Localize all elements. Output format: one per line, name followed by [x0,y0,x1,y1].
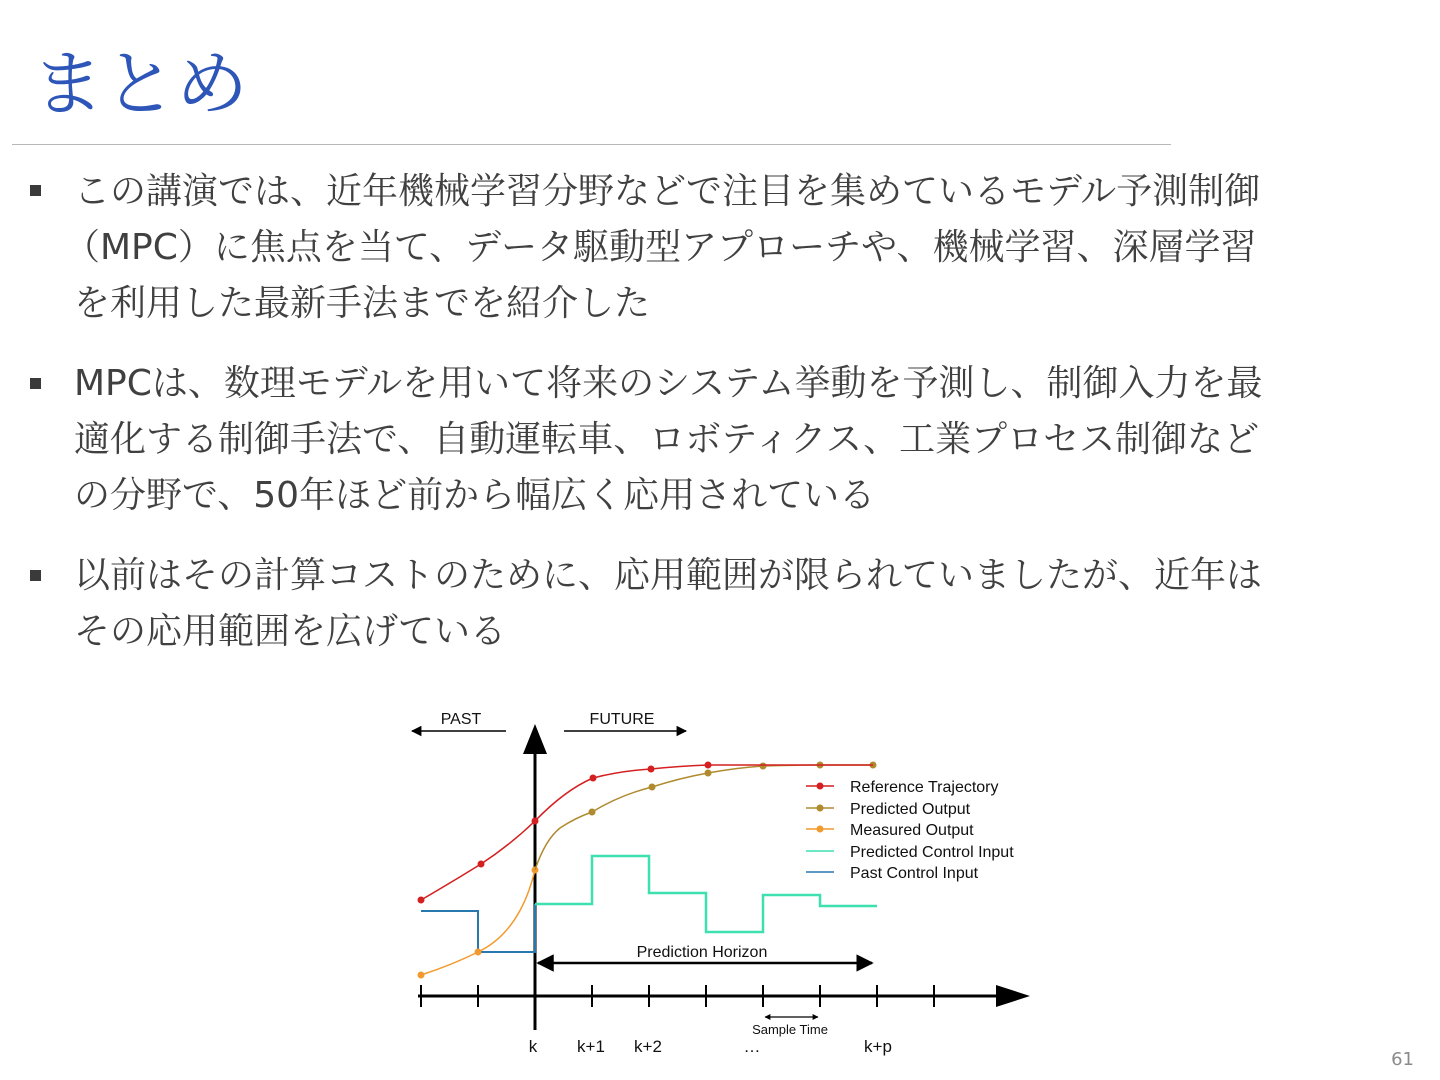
reference-trajectory-point [478,861,485,868]
reference-trajectory-point [590,775,597,782]
reference-trajectory-point [648,766,655,773]
legend-label: Predicted Output [850,801,971,818]
measured-output-point [475,949,482,956]
prediction-horizon-label: Prediction Horizon [636,944,768,961]
past-label: PAST [440,711,482,728]
bullet-line: （MPC）に焦点を当て、データ駆動型アプローチや、機械学習、深層学習 [64,227,1257,268]
legend-label: Predicted Control Input [850,844,1014,861]
future-label: FUTURE [589,711,655,728]
legend-label: Reference Trajectory [850,779,999,796]
reference-trajectory-line [421,765,873,900]
legend-marker [817,805,824,812]
vertical-axis-arrowhead [523,724,547,754]
tick-label-kp: k+p [864,1037,892,1056]
bullet-line: MPCは、数理モデルを用いて将来のシステム挙動を予測し、制御入力を最 [74,363,1263,404]
bullet-line: の分野で、50年ほど前から幅広く応用されている [74,475,876,516]
bullet-line: この講演では、近年機械学習分野などで注目を集めているモデル予測制御 [74,171,1261,212]
legend [806,779,1014,882]
tick-label-k1: k+1 [577,1037,605,1056]
legend-label: Measured Output [850,822,974,839]
slide-title: まとめ [32,42,249,126]
time-axis-arrowhead [996,985,1030,1007]
reference-trajectory-point [532,818,539,825]
bullet-line: その応用範囲を広げている [74,611,507,652]
page-number: 61 [1391,1049,1414,1070]
bullet-line: を利用した最新手法までを紹介した [74,283,651,324]
measured-output-point [418,972,425,979]
predicted-output-point [649,784,656,791]
past-control-input-line [421,904,535,952]
tick-label-ellipsis: … [743,1037,761,1056]
reference-trajectory-point [705,762,712,769]
bullet-line: 適化する制御手法で、自動運転車、ロボティクス、工業プロセス制御など [74,419,1260,460]
predicted-control-input-line [535,856,877,932]
tick-label-k: k [528,1037,538,1056]
predicted-output-point [589,809,596,816]
bullet-line: 以前はその計算コストのために、応用範囲が限られていましたが、近年は [74,555,1263,596]
sample-time-label: Sample Time [752,1022,828,1037]
reference-trajectory-point [418,897,425,904]
predicted-output-point [705,770,712,777]
tick-label-k2: k+2 [634,1037,662,1056]
legend-label: Past Control Input [850,865,979,882]
predicted-output-point [760,763,767,770]
legend-marker [817,826,824,833]
legend-marker [817,783,824,790]
